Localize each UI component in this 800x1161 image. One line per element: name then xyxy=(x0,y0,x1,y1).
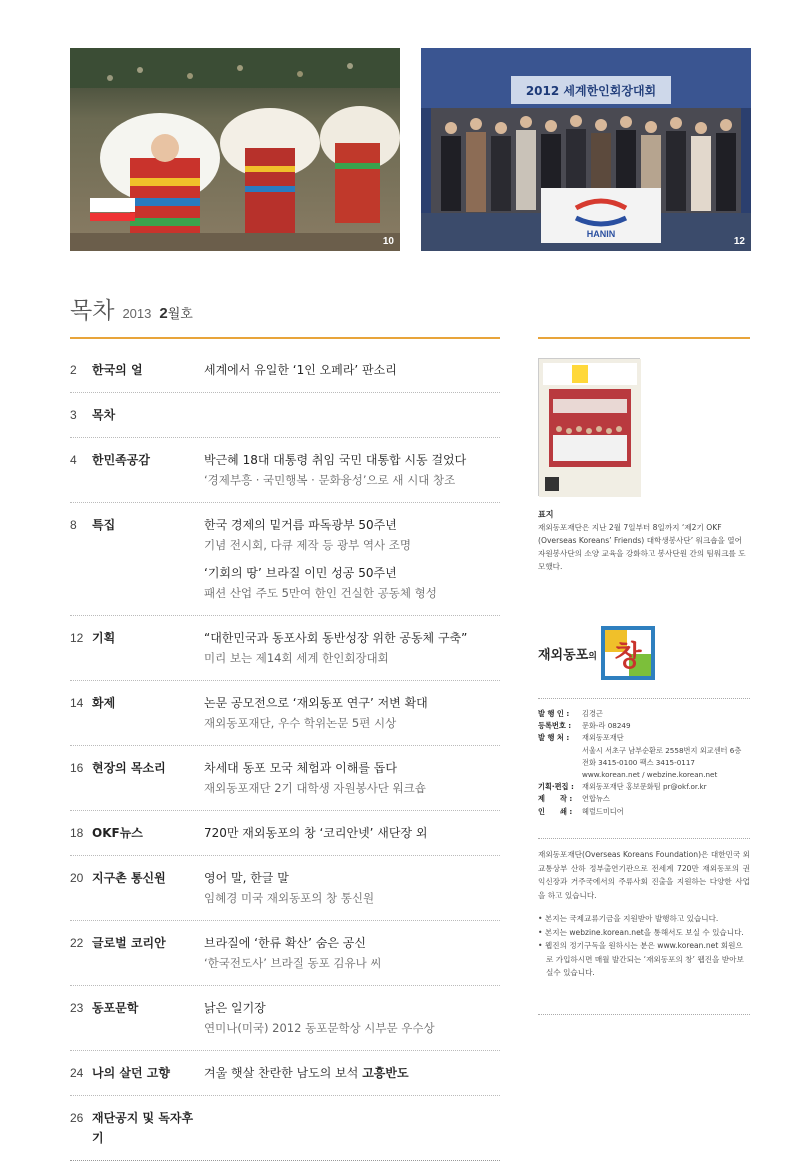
toc-page-number: 23 xyxy=(70,1001,84,1015)
carnival-photo xyxy=(70,48,400,251)
toc-headline xyxy=(204,628,500,648)
toc-list xyxy=(70,348,500,1161)
toc-entry xyxy=(204,823,500,843)
cover-caption xyxy=(538,508,750,573)
toc-headline xyxy=(204,563,500,583)
logo-mark-char: 창 xyxy=(614,639,642,672)
toc-row[interactable] xyxy=(70,348,500,393)
divider xyxy=(538,698,750,699)
toc-title: 목차 xyxy=(70,298,115,324)
toc-row[interactable] xyxy=(70,503,500,616)
toc-entries xyxy=(204,450,500,490)
printing-value: 헤럴드미디어 xyxy=(582,806,624,816)
toc-section: 지구촌 통신원 xyxy=(92,871,166,885)
toc-page-number: 14 xyxy=(70,696,84,710)
toc-entry xyxy=(204,563,500,603)
toc-section: 화제 xyxy=(92,696,116,710)
toc-headline-text: 차세대 동포 모국 체험과 이해를 돕다 xyxy=(204,761,397,775)
toc-headline xyxy=(204,1063,500,1083)
toc-page-number: 16 xyxy=(70,761,84,775)
toc-section: 목차 xyxy=(92,408,116,422)
note-item: • 웹진의 정기구독을 원하시는 분은 www.korean.net 회원으로 가입하시면 매월 발간되는 ‘재외동포의 창’ 웹진을 받아보실수 있습니다. xyxy=(538,941,744,978)
toc-row[interactable] xyxy=(70,856,500,921)
toc-row[interactable] xyxy=(70,811,500,856)
magazine-logo xyxy=(538,626,678,680)
toc-section: 현장의 목소리 xyxy=(92,761,166,775)
toc-row[interactable] xyxy=(70,1096,500,1161)
toc-section: 한민족공감 xyxy=(92,453,150,467)
carnival-photo-art xyxy=(70,48,400,251)
toc-row[interactable] xyxy=(70,616,500,681)
convention-photo-art xyxy=(421,48,751,251)
toc-page-number: 4 xyxy=(70,453,77,467)
toc-headline xyxy=(204,450,500,470)
toc-entry xyxy=(204,693,500,733)
accent-rule-left xyxy=(70,337,500,339)
toc-subtitle: 임혜경 미국 재외동포의 창 통신원 xyxy=(204,891,375,905)
office-value: 재외동포재단 xyxy=(582,733,624,743)
toc-section: 동포문학 xyxy=(92,1001,139,1015)
registration-key: 등록번호 : xyxy=(538,721,572,731)
toc-entries xyxy=(204,1063,500,1083)
toc-headline xyxy=(204,868,500,888)
window-logo-icon xyxy=(601,626,655,680)
toc-entry xyxy=(204,450,500,490)
toc-section: 재단공지 및 독자후기 xyxy=(92,1111,194,1145)
toc-subtitle: 재외동포재단, 우수 학위논문 5편 시상 xyxy=(204,716,397,730)
toc-page-number: 24 xyxy=(70,1066,84,1080)
toc-headline-text: ‘기회의 땅’ 브라질 이민 성공 50주년 xyxy=(204,566,397,580)
toc-entry xyxy=(204,360,500,380)
photo-page-number: 12 xyxy=(733,236,745,247)
toc-headline xyxy=(204,758,500,778)
publisher-key: 발 행 인 : xyxy=(538,709,570,718)
production-key: 제 작 : xyxy=(538,794,573,804)
toc-headline-text: 논문 공모전으로 ‘재외동포 연구’ 저변 확대 xyxy=(204,696,428,710)
toc-page-number: 22 xyxy=(70,936,84,950)
production-value: 연합뉴스 xyxy=(582,794,610,804)
toc-row[interactable] xyxy=(70,438,500,503)
issue-suffix: 월호 xyxy=(167,307,193,322)
toc-page-number: 2 xyxy=(70,363,77,377)
toc-subtitle: ‘한국전도사’ 브라질 동포 김유나 씨 xyxy=(204,956,382,970)
divider xyxy=(538,838,750,839)
toc-entries xyxy=(204,1108,500,1148)
toc-subtitle: 재외동포재단 2기 대학생 자원봉사단 워크숍 xyxy=(204,781,426,795)
logo-text-a: 재외 xyxy=(538,647,564,663)
editor-value: 재외동포재단 홍보문화팀 pr@okf.or.kr xyxy=(582,782,707,792)
cover-thumbnail[interactable] xyxy=(538,358,640,496)
toc-headline-text: 겨울 햇살 찬란한 남도의 보석 xyxy=(204,1066,363,1080)
toc-subtitle: 기념 전시회, 다큐 제작 등 광부 역사 조명 xyxy=(204,538,411,552)
toc-entries xyxy=(204,405,500,425)
foundation-description: 재외동포재단(Overseas Koreans Foundation)은 대한민국 외교통상부 산하 정부출연기관으로 전세계 720만 재외동포의 권익신장과 거주국에서의 주류사회 진출을 지원하는 다양한 사업을 하고 있습니다. xyxy=(538,850,750,900)
note-item: • 본지는 webzine.korean.net을 통해서도 보실 수 있습니다. xyxy=(538,927,744,937)
toc-row[interactable] xyxy=(70,746,500,811)
toc-section: 한국의 얼 xyxy=(92,363,143,377)
toc-section: OKF뉴스 xyxy=(92,826,143,840)
toc-entry xyxy=(204,998,500,1038)
convention-photo xyxy=(421,48,751,251)
note-item: • 본지는 국제교류기금을 지원받아 발행하고 있습니다. xyxy=(538,914,719,923)
toc-headline-text: 박근혜 18대 대통령 취임 국민 대통합 시동 걸었다 xyxy=(204,453,467,467)
toc-headline-text: 세계에서 유일한 ‘1인 오페라’ 판소리 xyxy=(204,363,397,377)
toc-entries xyxy=(204,628,500,668)
toc-entries xyxy=(204,693,500,733)
banner-text: 2012 세계한인회장대회 xyxy=(525,84,657,98)
office-key: 발 행 처 : xyxy=(538,733,570,743)
toc-entries xyxy=(204,868,500,908)
toc-subtitle: 연미나(미국) 2012 동포문학상 시부문 우수상 xyxy=(204,1021,435,1035)
editor-key: 기획·편집 : xyxy=(538,782,574,792)
toc-entry xyxy=(204,628,500,668)
issue-year: 2013 xyxy=(122,306,152,321)
toc-headline xyxy=(204,693,500,713)
toc-section: 특집 xyxy=(92,518,116,532)
toc-section: 기획 xyxy=(92,631,116,645)
notes-list xyxy=(538,912,750,980)
telephone: 전화 3415-0100 팩스 3415-0117 xyxy=(582,757,695,767)
toc-headline xyxy=(204,360,500,380)
toc-headline-text: 낡은 일기장 xyxy=(204,1001,266,1015)
toc-headline-text: 영어 말, 한글 말 xyxy=(204,871,289,885)
toc-headline xyxy=(204,933,500,953)
toc-entry xyxy=(204,758,500,798)
toc-entry xyxy=(204,933,500,973)
issue-number: 2 xyxy=(159,305,168,322)
toc-headline-bold: 고흥반도 xyxy=(362,1066,409,1080)
toc-headline-text: 브라질에 ‘한류 확산’ 숨은 공신 xyxy=(204,936,366,950)
toc-row[interactable] xyxy=(70,1051,500,1096)
toc-page-number: 18 xyxy=(70,826,84,840)
toc-entry xyxy=(204,868,500,908)
toc-section: 나의 살던 고향 xyxy=(92,1066,170,1080)
website: www.korean.net / webzine.korean.net xyxy=(582,770,718,780)
toc-heading xyxy=(70,292,193,322)
logo-wordmark xyxy=(538,644,597,663)
logo-text-b: 동포 xyxy=(563,647,589,663)
printing-key: 인 쇄 : xyxy=(538,806,573,816)
publication-info xyxy=(538,708,750,818)
toc-entry xyxy=(204,1063,500,1083)
address: 서울시 서초구 남부순환로 2558번지 외교센터 6층 xyxy=(582,745,742,755)
toc-headline xyxy=(204,515,500,535)
toc-headline-text: 한국 경제의 밑거름 파독광부 50주년 xyxy=(204,518,397,532)
toc-entries xyxy=(204,823,500,843)
toc-row[interactable] xyxy=(70,681,500,746)
photo-page-number: 10 xyxy=(382,236,394,247)
publisher-value: 김경근 xyxy=(582,709,603,718)
toc-subtitle: 패션 산업 주도 5만여 한인 건실한 공동체 형성 xyxy=(204,586,437,600)
accent-rule-right xyxy=(538,337,750,339)
toc-page-number: 3 xyxy=(70,408,77,422)
cover-thumbnail-art xyxy=(539,359,641,497)
registration-value: 문화-라 08249 xyxy=(582,721,631,731)
toc-page-number: 20 xyxy=(70,871,84,885)
toc-entries xyxy=(204,360,500,380)
toc-subtitle: 미리 보는 제14회 세계 한인회장대회 xyxy=(204,651,389,665)
toc-page-number: 26 xyxy=(70,1111,84,1125)
toc-row[interactable] xyxy=(70,986,500,1051)
toc-headline xyxy=(204,998,500,1018)
toc-row[interactable] xyxy=(70,393,500,438)
hanin-text: HANIN xyxy=(586,229,616,239)
toc-headline-text: “대한민국과 동포사회 동반성장 위한 공동체 구축” xyxy=(204,631,468,645)
toc-entries xyxy=(204,758,500,798)
toc-row[interactable] xyxy=(70,921,500,986)
toc-entries xyxy=(204,933,500,973)
divider xyxy=(538,1014,750,1015)
cover-caption-text: 재외동포재단은 지난 2월 7일부터 8일까지 ‘제2기 OKF (Overseas Koreans’ Friends) 대학생봉사단’ 워크숍을 열어 자원봉사단의 소양 교육을 강화하고 봉사단원 간의 팀워크를 도모했다. xyxy=(538,523,746,571)
toc-entries xyxy=(204,515,500,603)
toc-headline-text: 720만 재외동포의 창 ‘코리안넷’ 새단장 외 xyxy=(204,826,428,840)
toc-page-number: 12 xyxy=(70,631,84,645)
toc-section: 글로벌 코리안 xyxy=(92,936,166,950)
issue-label xyxy=(159,303,192,322)
toc-subtitle: ‘경제부흥 · 국민행복 · 문화융성’으로 새 시대 창조 xyxy=(204,473,456,487)
toc-headline xyxy=(204,823,500,843)
logo-text-c: 의 xyxy=(588,651,597,662)
toc-page-number: 8 xyxy=(70,518,77,532)
toc-entry xyxy=(204,515,500,555)
cover-caption-title: 표지 xyxy=(538,510,554,519)
toc-entries xyxy=(204,998,500,1038)
